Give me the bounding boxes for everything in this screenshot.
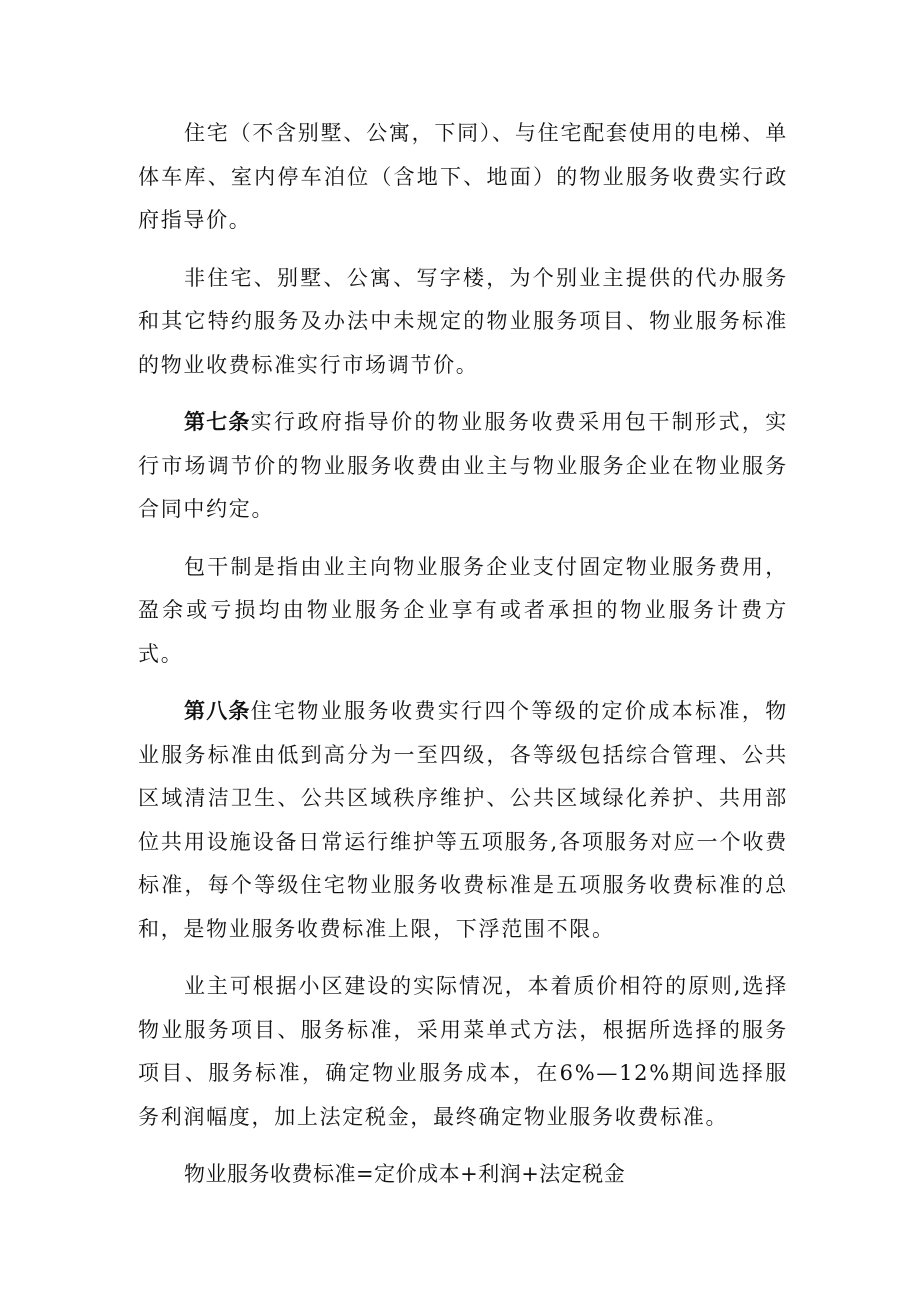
article-number: 第七条: [184, 410, 251, 434]
paragraph-text: 包干制是指由业主向物业服务企业支付固定物业服务费用，盈余或亏损均由物业服务企业享有或者承担的物业服务计费方式。: [138, 554, 788, 666]
paragraph-guided-price-scope: [138, 112, 788, 243]
paragraph-text: 住宅（不含别墅、公寓，下同）、与住宅配套使用的电梯、单体车库、室内停车泊位（含地下、地面）的物业服务收费实行政府指导价。: [138, 121, 788, 232]
paragraph-text: 非住宅、别墅、公寓、写字楼，为个别业主提供的代办服务和其它特约服务及办法中未规定的物业服务项目、物业服务标准的物业收费标准实行市场调节价。: [138, 265, 788, 377]
paragraph-text: 住宅物业服务收费实行四个等级的定价成本标准，物业服务标准由低到高分为一至四级，各等级包括综合管理、公共区域清洁卫生、公共区域秩序维护、公共区域绿化养护、共用部位共用设施设备日常运行维护等五项服务,各项服务对应一个收费标准，每个等级住宅物业服务收费标准是五项服务收费标准的总和，是物业服务收费标准上限，下浮范围不限。: [138, 699, 788, 941]
document-body: [138, 112, 788, 1211]
paragraph-text: 业主可根据小区建设的实际情况，本着质价相符的原则,选择物业服务项目、服务标准，采用菜单式方法，根据所选择的服务项目、服务标准，确定物业服务成本，在6%—12%期间选择服务利润幅度，加上法定税金，最终确定物业服务收费标准。: [138, 974, 788, 1129]
paragraph-owner-selection: [138, 965, 788, 1139]
paragraph-lump-sum-definition: [138, 546, 788, 677]
formula-text: 物业服务收费标准=定价成本+利润+法定税金: [184, 1162, 626, 1186]
paragraph-text: 实行政府指导价的物业服务收费采用包干制形式，实行市场调节价的物业服务收费由业主与物业服务企业在物业服务合同中约定。: [138, 410, 788, 521]
paragraph-market-price-scope: [138, 257, 788, 388]
article-number: 第八条: [184, 699, 251, 723]
paragraph-article-8: [138, 690, 788, 951]
paragraph-fee-formula: [138, 1153, 788, 1197]
paragraph-article-7: [138, 401, 788, 532]
